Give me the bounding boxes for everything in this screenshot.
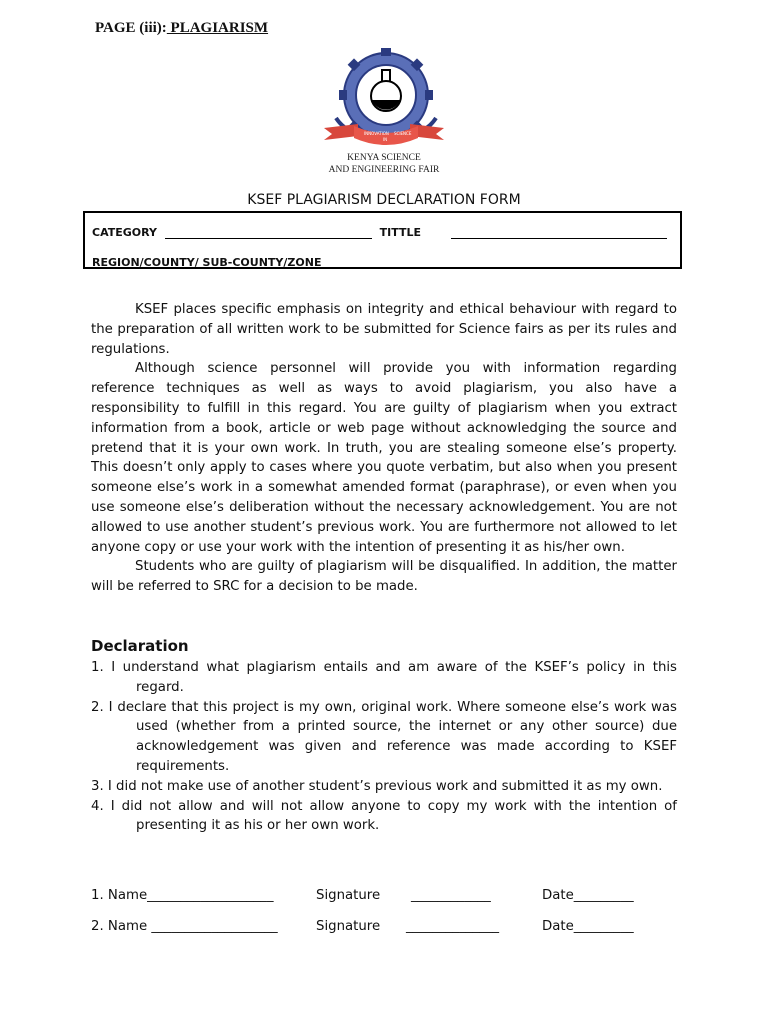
page-header: [95, 20, 268, 37]
region-label: REGION/COUNTY/ SUB-COUNTY/ZONE: [92, 256, 322, 269]
signature-label: Signature: [316, 919, 381, 934]
declaration-item: 3. I did not make use of another student’s previous work and submitted it as my own.: [91, 778, 663, 794]
page-label: PAGE (iii):: [95, 20, 167, 36]
paragraph: Students who are guilty of plagiarism will be disqualified. In addition, the matter will be referred to SRC for a decision to be made.: [91, 559, 677, 595]
declaration-list: [91, 658, 677, 836]
declaration-item: 1. I understand what plagiarism entails and am aware of the KSEF’s policy in this regard.: [91, 660, 677, 695]
date-field[interactable]: Date_________: [542, 919, 634, 934]
logo-caption-1: KENYA SCIENCE: [347, 153, 421, 163]
category-field[interactable]: [165, 227, 372, 239]
form-title: KSEF PLAGIARISM DECLARATION FORM: [247, 192, 521, 208]
signature-field[interactable]: ______________: [406, 919, 500, 934]
name-field[interactable]: 2. Name ___________________: [91, 919, 278, 934]
signature-label: Signature: [316, 888, 381, 903]
paragraph: KSEF places specific emphasis on integrity and ethical behaviour with regard to the preparation of all written work to be submitted for Science fairs as per its rules and regulations.: [91, 302, 677, 357]
page-title: PLAGIARISM: [166, 20, 269, 36]
logo-caption-2: AND ENGINEERING FAIR: [328, 165, 440, 175]
date-field[interactable]: Date_________: [542, 888, 634, 903]
ribbon-mid-text: IN: [383, 137, 388, 142]
entry-details-box: [83, 211, 682, 269]
ribbon-right-text: SCIENCE: [394, 131, 412, 136]
signature-field[interactable]: ____________: [411, 888, 491, 903]
region-field[interactable]: [321, 257, 641, 269]
name-field[interactable]: 1. Name___________________: [91, 888, 274, 903]
title-label: TITTLE: [379, 226, 422, 239]
category-label: CATEGORY: [92, 226, 157, 239]
body-text: [91, 300, 677, 597]
paragraph: Although science personnel will provide you with information regarding reference techniques as well as ways to avoid plagiarism, you also have a responsibility to fulfill in this regard. You are guilty of plagiarism when you extract information from a book, article or web page without acknowledging the source and pretend that it is your own work. In truth, you are stealing someone else’s property. This doesn’t only apply to cases where you quote verbatim, but also when you present someone else’s work in a somewhat amended format (paraphrase), or even when you use someone else’s deliberation without the necessary acknowledgement. You are not allowed to use another student’s previous work. You are furthermore not allowed to let anyone copy or use your work with the intention of presenting it as his/her own.: [91, 361, 677, 555]
ribbon-left-text: INNOVATION: [364, 131, 389, 136]
declaration-heading: Declaration: [91, 637, 189, 655]
declaration-item: 2. I declare that this project is my own, original work. Where someone else’s work was used (whether from a printed source, the internet or any other source) due acknowledgement was given and reference was made according to KSEF requirements.: [91, 699, 677, 774]
declaration-item: 4. I did not allow and will not allow anyone to copy my work with the intention of presenting it as his or her own work.: [91, 798, 677, 834]
title-field[interactable]: [451, 227, 667, 239]
ksef-logo: [318, 40, 450, 178]
